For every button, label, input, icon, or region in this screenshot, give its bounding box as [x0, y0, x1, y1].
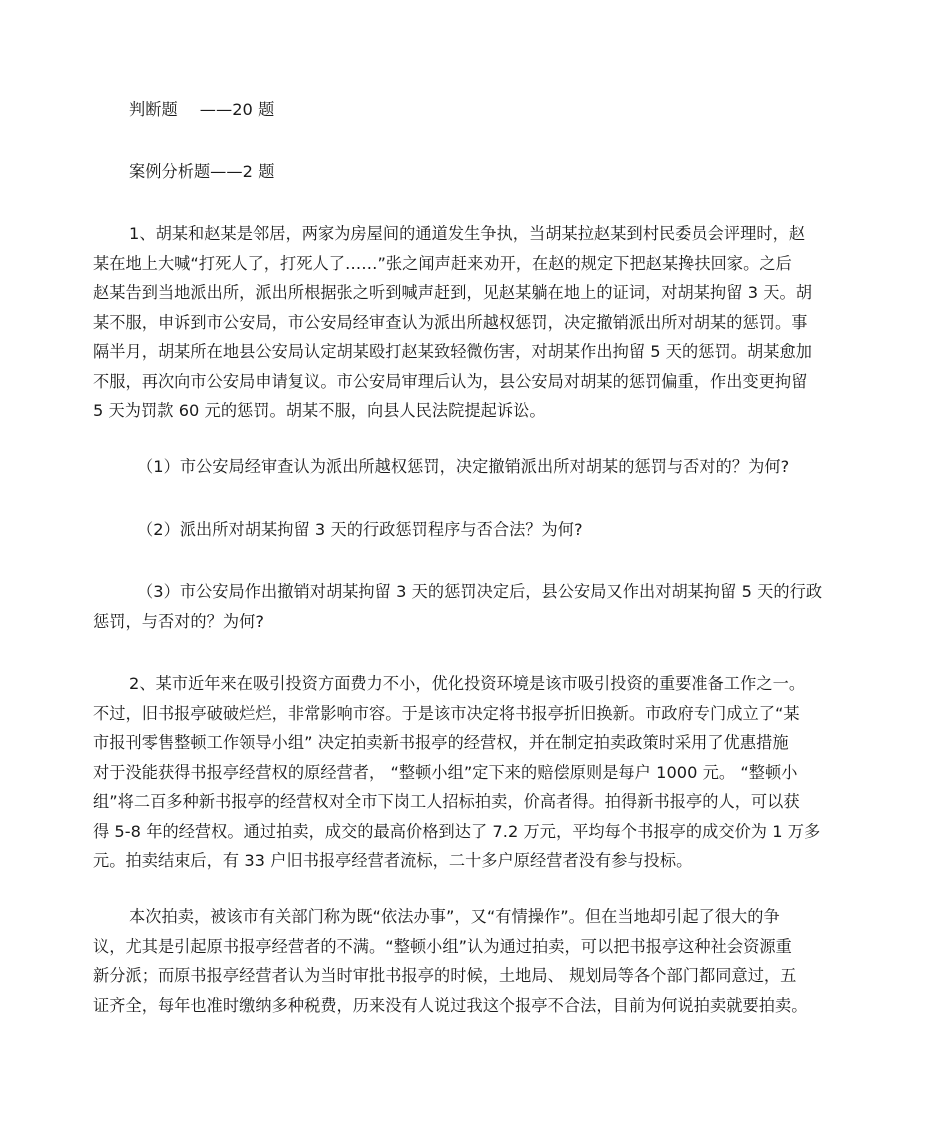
question-1 [93, 452, 893, 482]
case2-line: 得 5-8 年的经营权。通过拍卖，成交的最高价格到达了 7.2 万元，平均每个书报亭的成交价为 1 万多 [93, 821, 821, 841]
case2-line: 2、某市近年来在吸引投资方面费力不小，优化投资环境是该市吸引投资的重要准备工作之一。 [129, 674, 806, 693]
case1-line: 隔半月，胡某所在地县公安局认定胡某殴打赵某致轻微伤害，对胡某作出拘留 5 天的惩罚。胡某愈加 [93, 342, 812, 361]
question-3-line: 惩罚，与否对的？为何? [93, 611, 265, 631]
case2-para2-line: 新分派；而原书报亭经营者认为当时审批书报亭的时候，土地局、 规划局等各个部门都同意过，五 [93, 966, 797, 985]
case2-para2-line: 证齐全，每年也准时缴纳多种税费，历来没有人说过我这个报亭不合法，目前为何说拍卖就要拍卖。 [93, 995, 808, 1015]
question-1-text: （1）市公安局经审查认为派出所越权惩罚，决定撤销派出所对胡某的惩罚与否对的？为何? [137, 457, 790, 476]
judgment-heading [93, 95, 893, 125]
case1-line: 某不服，申诉到市公安局，市公安局经审查认为派出所越权惩罚，决定撤销派出所对胡某的惩罚。事 [93, 312, 808, 332]
question-3-line: （3）市公安局作出撤销对胡某拘留 3 天的惩罚决定后，县公安局又作出对胡某拘留 5 天的行政 [137, 582, 823, 601]
case1-line: 不服，再次向市公安局申请复议。市公安局审理后认为，县公安局对胡某的惩罚偏重，作出变更拘留 [93, 371, 808, 391]
question-3 [93, 577, 893, 636]
case1-line: 1、胡某和赵某是邻居，两家为房屋间的通道发生争执，当胡某拉赵某到村民委员会评理时，赵 [129, 224, 806, 243]
case-heading [93, 157, 893, 187]
case2-line: 不过，旧书报亭破破烂烂，非常影响市容。于是该市决定将书报亭折旧换新。市政府专门成立了“某 [93, 703, 800, 723]
case1-paragraph [93, 219, 893, 426]
judgment-count: ——20 题 [199, 100, 275, 119]
case2-paragraph-2 [93, 902, 893, 1020]
case2-para2-line: 本次拍卖，被该市有关部门称为既“依法办事”，又“有情操作”。但在当地却引起了很大的争 [129, 907, 780, 926]
case2-paragraph [93, 669, 893, 876]
case2-line: 元。拍卖结束后，有 33 户旧书报亭经营者流标，二十多户原经营者没有参与投标。 [93, 851, 693, 870]
question-2-text: （2）派出所对胡某拘留 3 天的行政惩罚程序与否合法？为何? [137, 520, 583, 539]
case2-para2-line: 议，尤其是引起原书报亭经营者的不满。“整顿小组”认为通过拍卖，可以把书报亭这种社会资源重 [93, 936, 792, 956]
case-label: 案例分析题——2 题 [129, 162, 275, 181]
question-2 [93, 515, 893, 545]
case2-line: 组”将二百多种新书报亭的经营权对全市下岗工人招标拍卖，价高者得。拍得新书报亭的人，可以获 [93, 792, 800, 811]
case1-line: 赵某告到当地派出所，派出所根据张之听到喊声赶到，见赵某躺在地上的证词，对胡某拘留 3 天。胡 [93, 283, 812, 302]
case2-line: 市报刊零售整顿工作领导小组” 决定拍卖新书报亭的经营权，并在制定拍卖政策时采用了优惠措施 [93, 733, 789, 752]
case1-line: 某在地上大喊“打死人了，打死人了……”张之闻声赶来劝开，在赵的规定下把赵某搀扶回家。之后 [93, 253, 792, 273]
case1-line: 5 天为罚款 60 元的惩罚。胡某不服，向县人民法院提起诉讼。 [93, 401, 546, 420]
judgment-label: 判断题 [129, 100, 178, 119]
case2-line: 对于没能获得书报亭经营权的原经营者， “整顿小组”定下来的赔偿原则是每户 1000 元。 “整顿小 [93, 762, 798, 782]
